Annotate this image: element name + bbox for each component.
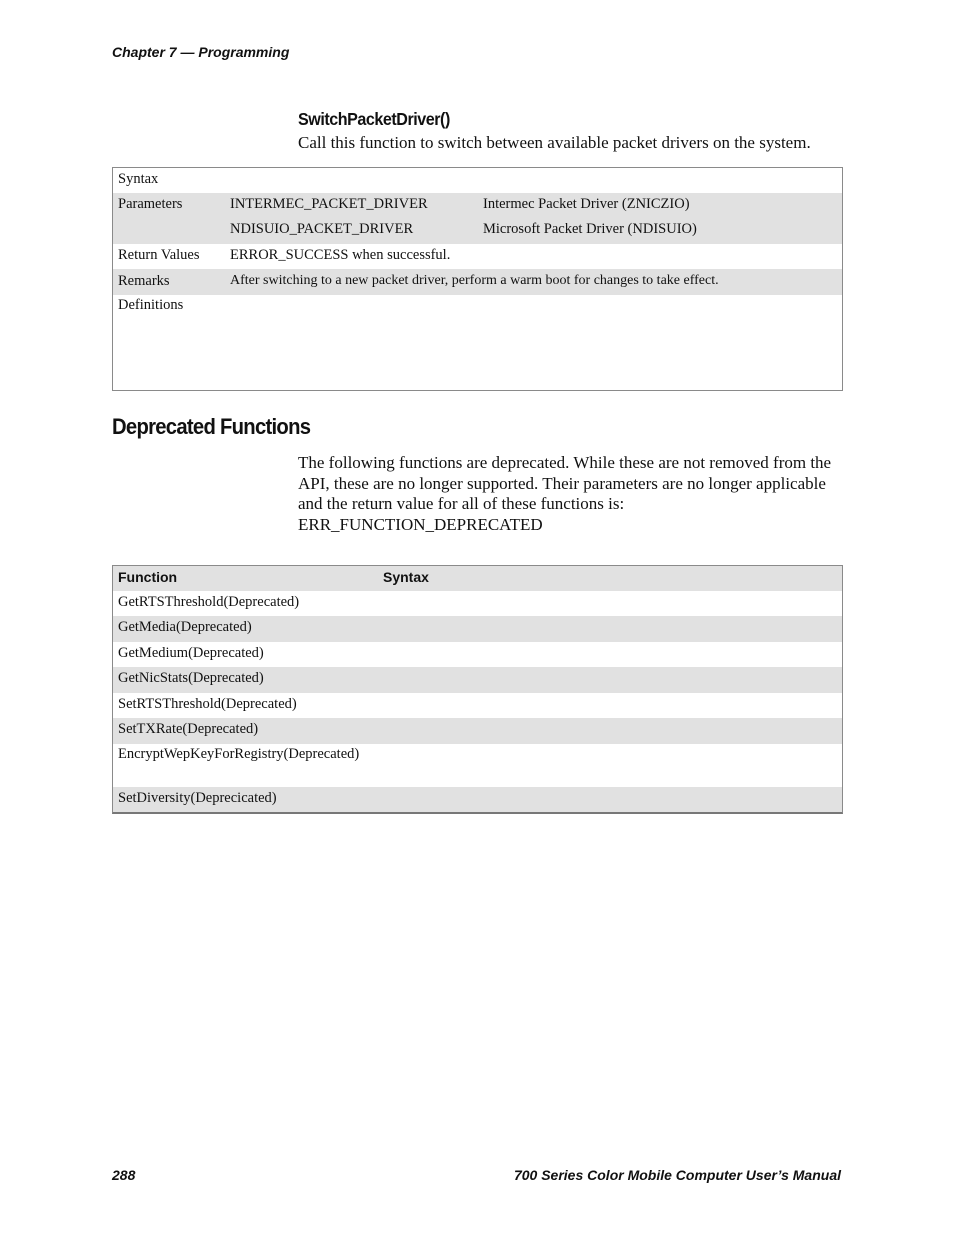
function-description: Call this function to switch between available packet drivers on the system. (298, 133, 811, 152)
table-row (113, 616, 842, 642)
table-row-return-values (113, 244, 842, 269)
page-number: 288 (112, 1167, 136, 1183)
return-values-label: Return Values (118, 247, 200, 263)
table-row-syntax (113, 168, 842, 193)
table-row-definitions (113, 295, 842, 390)
table-row-remarks (113, 269, 842, 295)
table-row (113, 718, 842, 744)
parameter-name: INTERMEC_PACKET_DRIVER (230, 196, 428, 212)
remarks-text: After switching to a new packet driver, perform a warm boot for changes to take effect. (230, 273, 719, 288)
table-row (113, 667, 842, 693)
parameter-desc: Intermec Packet Driver (ZNICZIO) (483, 196, 690, 212)
table-row-parameters (113, 193, 842, 244)
table-header-row (113, 566, 842, 591)
table-row (113, 642, 842, 667)
function-name: GetNicStats(Deprecated) (118, 670, 264, 686)
remarks-label: Remarks (118, 273, 170, 289)
running-head: Chapter 7 — Programming (112, 44, 290, 60)
function-name: SetDiversity(Deprecicated) (118, 790, 277, 806)
section-body: The following functions are deprecated. While these are not removed from the API, these are no longer supported. Their parameters are no longer applicable and the return value for all of these functions is: ERR_FUNCTION_DEPRECATED (298, 453, 832, 534)
parameter-desc: Microsoft Packet Driver (NDISUIO) (483, 221, 697, 237)
function-name: GetMedia(Deprecated) (118, 619, 252, 635)
section-title: Deprecated Functions (112, 414, 311, 439)
deprecated-functions-table (112, 565, 843, 814)
function-reference-table (112, 167, 843, 391)
column-header-syntax: Syntax (383, 569, 429, 585)
function-name: SetTXRate(Deprecated) (118, 721, 259, 737)
table-row (113, 744, 842, 787)
return-value: ERROR_SUCCESS when successful. (230, 247, 451, 263)
function-title: SwitchPacketDriver() (298, 109, 450, 129)
parameter-name: NDISUIO_PACKET_DRIVER (230, 221, 414, 237)
table-row (113, 787, 842, 812)
table-row (113, 693, 842, 718)
function-name: GetMedium(Deprecated) (118, 645, 264, 661)
definitions-label: Definitions (118, 297, 184, 313)
manual-title: 700 Series Color Mobile Computer User’s Manual (513, 1167, 841, 1183)
syntax-label: Syntax (118, 171, 159, 187)
table-row (113, 591, 842, 616)
function-name: GetRTSThreshold(Deprecated) (118, 594, 300, 610)
column-header-function: Function (118, 569, 178, 585)
function-name: SetRTSThreshold(Deprecated) (118, 696, 297, 712)
parameters-label: Parameters (118, 196, 183, 212)
function-name: EncryptWepKeyForRegistry(Deprecated) (118, 746, 360, 762)
